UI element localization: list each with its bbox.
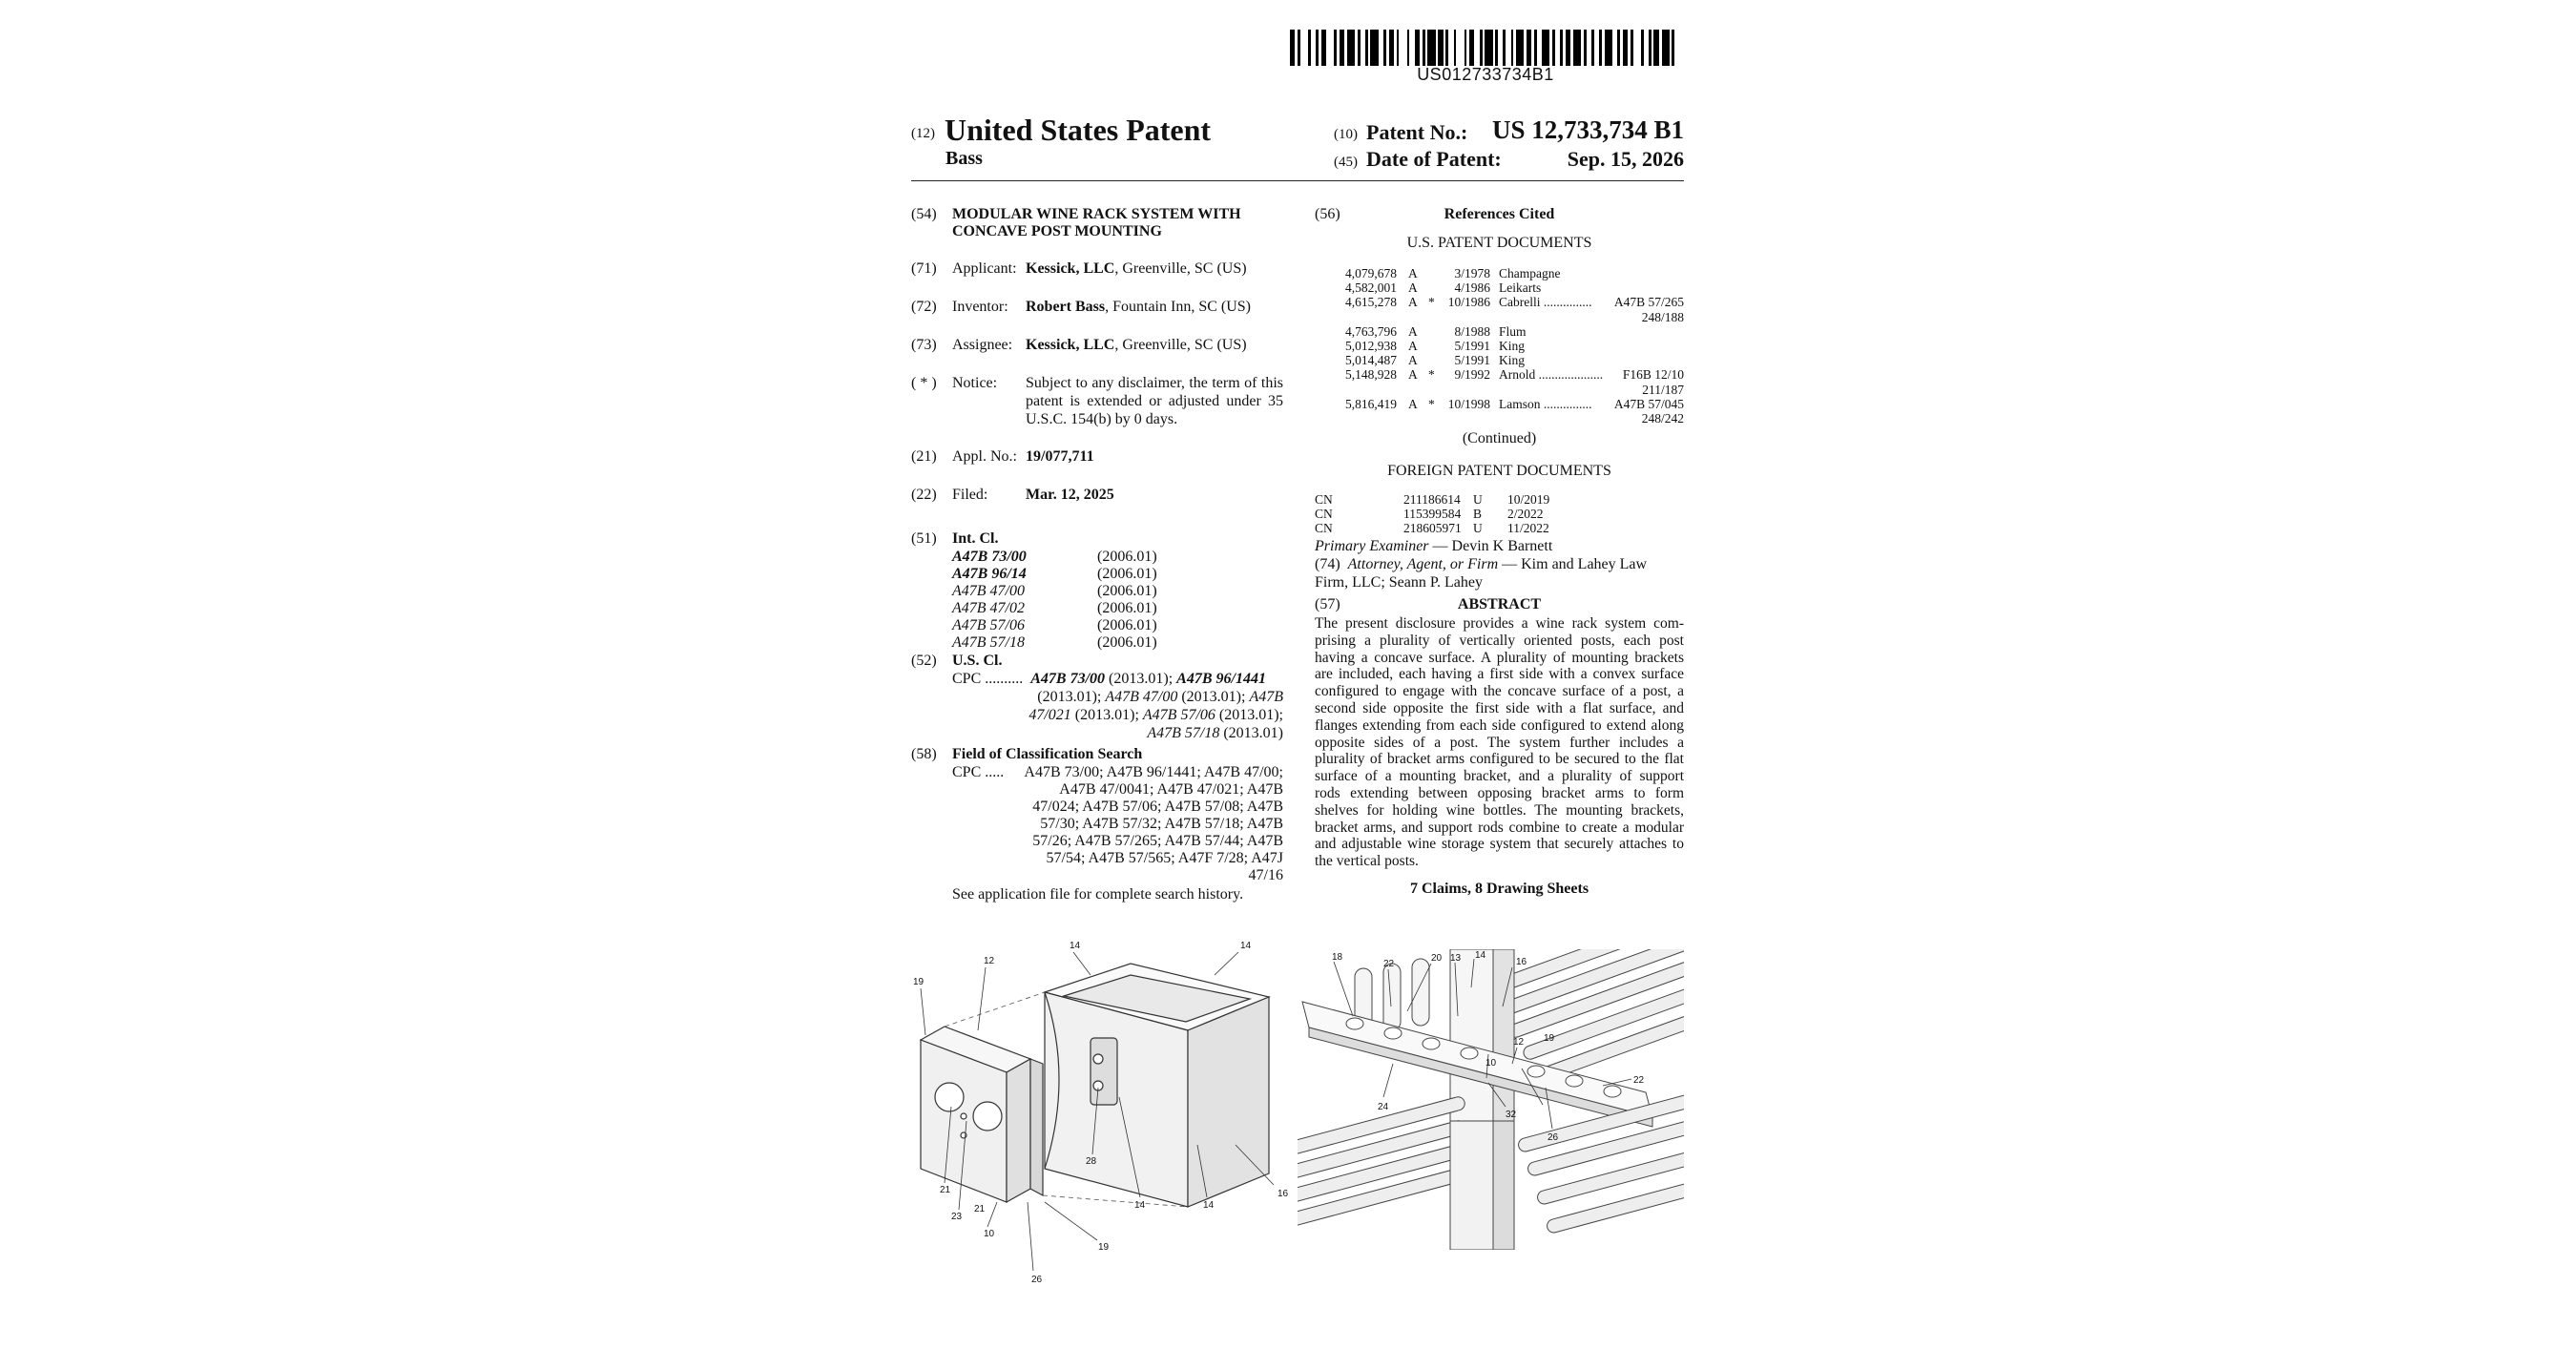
code-74: (74) <box>1315 556 1340 572</box>
cpc-code: A47B 73/00 <box>1030 671 1106 687</box>
code-21: (21) <box>911 448 937 465</box>
us-patent-kind: A <box>1408 353 1418 368</box>
us-patent-cls: A47B 57/265 <box>1613 295 1684 310</box>
notice-label: Notice: <box>952 375 998 391</box>
figure-reference-numeral: 22 <box>1633 1075 1645 1086</box>
cpc-date: (2013.01); <box>1177 689 1250 705</box>
figure-reference-numeral: 10 <box>1485 1058 1497 1069</box>
barcode-bar <box>1370 30 1378 66</box>
code-56: (56) <box>1315 206 1340 222</box>
bracket-pin-hole <box>961 1113 966 1119</box>
figure-reference-numeral: 19 <box>1098 1242 1110 1253</box>
figure-reference-numeral: 20 <box>1431 953 1443 964</box>
foreign-patent-no: 218605971 <box>1403 521 1462 536</box>
notice-line-2: patent is extended or adjusted under 35 <box>1026 393 1283 409</box>
abstract-line: having a concave surface. A plurality of mounting brackets <box>1315 649 1684 666</box>
patent-heading: United States Patent <box>945 113 1212 147</box>
us-patent-cls: F16B 12/10 <box>1622 367 1684 383</box>
figure-reference-numeral: 14 <box>1240 941 1252 951</box>
barcode-bar <box>1573 30 1581 66</box>
code-57: (57) <box>1315 596 1340 612</box>
applicant-location: , Greenville, SC (US) <box>1114 260 1247 277</box>
code-12: (12) <box>911 126 935 141</box>
cpc-prefix: CPC .......... <box>952 671 1024 687</box>
barcode-bar <box>1542 30 1549 66</box>
foreign-patent-kind: B <box>1473 507 1483 522</box>
abstract-line: configured to engage with the concave surface of a post, a <box>1315 683 1684 700</box>
figure-reference-numeral: 13 <box>1450 953 1462 964</box>
figure-reference-numeral: 21 <box>974 1204 986 1214</box>
inventor-label: Inventor: <box>952 299 1008 315</box>
us-patent-name: Lamson ............... <box>1499 396 1592 411</box>
cpc-code: 47/021 <box>1028 707 1071 723</box>
us-patent-name: Flum <box>1499 323 1527 339</box>
attorney-label: Attorney, Agent, or Firm <box>1347 556 1499 572</box>
figure-reference-numeral: 12 <box>984 956 995 966</box>
barcode-bar <box>1399 30 1406 66</box>
int-cl-code: A47B 73/00 <box>952 549 1027 565</box>
field-search-label: Field of Classification Search <box>952 746 1143 762</box>
cpc-line-3 <box>1028 706 1283 724</box>
us-patent-date: 3/1978 <box>1454 266 1490 280</box>
primary-examiner-label: Primary Examiner <box>1315 538 1429 554</box>
cpc-date: (2013.01); <box>1037 689 1106 705</box>
cpc-date: (2013.01) <box>1219 725 1283 741</box>
post-side <box>1188 997 1269 1207</box>
int-cl-code: A47B 47/00 <box>952 583 1025 599</box>
patent-number: US 12,733,734 B1 <box>1491 115 1684 144</box>
foreign-patent-date: 10/2019 <box>1507 492 1550 507</box>
figure-reference-numeral: 24 <box>1378 1102 1389 1112</box>
barcode-bar <box>1516 30 1524 66</box>
us-patent-kind: A <box>1408 323 1418 339</box>
field-search-line: 57/54; A47B 57/565; A47F 7/28; A47J <box>1046 850 1283 866</box>
int-cl-code: A47B 57/06 <box>952 617 1025 633</box>
foreign-patent-kind: U <box>1473 492 1483 507</box>
barcode-bar <box>1300 30 1308 66</box>
abstract-line: plurality of bracket arms configured to be secured to the flat <box>1315 751 1684 768</box>
field-search-line: 57/30; A47B 57/32; A47B 57/18; A47B <box>1040 816 1283 832</box>
attorney <box>1315 555 1647 573</box>
barcode-bar <box>1347 30 1355 66</box>
cpc-code: A47B 57/18 <box>1147 725 1220 741</box>
abstract-line: shelves for holding wine bottles. The mounting brackets, <box>1315 801 1684 819</box>
us-patent-date: 10/1986 <box>1447 295 1490 310</box>
title-line-1: MODULAR WINE RACK SYSTEM WITH <box>952 206 1241 222</box>
us-patent-name: Leikarts <box>1499 280 1542 296</box>
figure-reference-numeral: 14 <box>1475 950 1486 961</box>
int-cl-date: (2006.01) <box>1097 600 1157 616</box>
cpc-date: (2013.01); <box>1215 707 1283 723</box>
us-patent-cls: A47B 57/045 <box>1613 396 1684 411</box>
inventor-surname: Bass <box>945 148 983 169</box>
us-patent-no: 4,615,278 <box>1345 295 1397 310</box>
code-54: (54) <box>911 206 937 222</box>
notice-line-1: Subject to any disclaimer, the term of this <box>1026 375 1283 391</box>
barcode-bar <box>1605 30 1612 66</box>
us-patent-no: 5,014,487 <box>1345 353 1397 368</box>
us-patent-star: * <box>1428 396 1435 411</box>
us-patent-no: 4,079,678 <box>1345 266 1397 280</box>
figure-reference-numeral: 28 <box>1086 1156 1097 1167</box>
us-patent-name: King <box>1499 339 1525 353</box>
us-patent-name: Cabrelli ............... <box>1499 295 1592 310</box>
inventor-name: Robert Bass <box>1026 299 1106 315</box>
figure-reference-numeral: 21 <box>940 1185 951 1195</box>
figure-reference-numeral: 16 <box>1278 1189 1289 1199</box>
field-cpc-prefix: CPC ..... <box>952 764 1005 780</box>
attorney-line-2: Firm, LLC; Seann P. Lahey <box>1315 574 1483 591</box>
code-72: (72) <box>911 299 937 315</box>
barcode-bar <box>1456 30 1464 66</box>
figure-reference-numeral: 10 <box>984 1229 995 1239</box>
cpc-code: A47B <box>1249 689 1283 705</box>
field-search-line: A47B 47/0041; A47B 47/021; A47B <box>1059 781 1283 798</box>
foreign-patent-cc: CN <box>1315 521 1333 536</box>
code-58: (58) <box>911 746 937 762</box>
appl-no-label: Appl. No.: <box>952 448 1017 465</box>
title-line-2: CONCAVE POST MOUNTING <box>952 223 1162 239</box>
barcode-bar <box>1485 30 1492 66</box>
us-patent-no: 5,816,419 <box>1345 396 1397 411</box>
int-cl-code: A47B 47/02 <box>952 600 1025 616</box>
applicant-name: Kessick, LLC <box>1026 260 1115 277</box>
us-patent-kind: A <box>1408 295 1418 310</box>
us-patent-kind: A <box>1408 339 1418 353</box>
abstract-line: The present disclosure provides a wine rack system com- <box>1315 615 1684 632</box>
abstract-line: second side opposite the first side with a flat surface, and <box>1315 700 1684 716</box>
assignee-name: Kessick, LLC <box>1026 337 1115 353</box>
field-search-line: 47/024; A47B 57/06; A47B 57/08; A47B <box>1032 799 1283 815</box>
patent-no-label: Patent No.: <box>1366 120 1468 144</box>
us-patent-kind: A <box>1408 367 1418 383</box>
bracket-side <box>1007 1059 1030 1202</box>
notice-line-3: U.S.C. 154(b) by 0 days. <box>1026 411 1178 427</box>
continued-note: (Continued) <box>1462 430 1537 446</box>
foreign-patent-documents-label: FOREIGN PATENT DOCUMENTS <box>1387 463 1611 479</box>
figure-reference-numeral: 14 <box>1070 941 1081 951</box>
field-search-line: 57/26; A47B 57/265; A47B 57/44; A47B <box>1032 833 1283 849</box>
int-cl-code: A47B 96/14 <box>952 566 1027 582</box>
us-patent-subclass: 211/187 <box>1642 382 1684 397</box>
barcode <box>1290 30 1681 66</box>
post-slot <box>1091 1038 1117 1105</box>
us-patent-no: 4,763,796 <box>1345 323 1397 339</box>
cpc-code: A47B 47/00 <box>1105 689 1178 705</box>
field-search-line: 47/16 <box>1248 867 1283 883</box>
figure-reference-numeral: 18 <box>1332 952 1343 963</box>
us-patent-star: * <box>1428 295 1435 310</box>
figure-reference-numeral: 19 <box>913 977 924 987</box>
abstract-line: prising a plurality of vertically oriented posts, each post <box>1315 632 1684 649</box>
cpc-line-4 <box>1147 724 1283 742</box>
us-patent-no: 5,012,938 <box>1345 339 1397 353</box>
us-patent-star: * <box>1428 367 1435 383</box>
figure-reference-numeral: 14 <box>1134 1200 1146 1211</box>
code-71: (71) <box>911 260 937 277</box>
foreign-patent-kind: U <box>1473 521 1483 536</box>
abstract-line: opposite sides of a post. The system further includes a <box>1315 734 1684 751</box>
attorney-name: — Kim and Lahey Law <box>1498 556 1648 572</box>
assignee-label: Assignee: <box>952 337 1013 353</box>
us-patent-name: Arnold .................... <box>1499 367 1604 383</box>
barcode-bar <box>1326 30 1334 66</box>
foreign-patent-cc: CN <box>1315 492 1333 507</box>
int-cl-label: Int. Cl. <box>952 530 999 547</box>
foreign-patent-date: 11/2022 <box>1507 521 1549 536</box>
bracket-flange <box>1030 1059 1043 1195</box>
code-51: (51) <box>911 530 937 547</box>
us-patent-date: 8/1988 <box>1454 323 1490 339</box>
abstract-line: bracket arms, and support rods combine to create a modular <box>1315 819 1684 836</box>
foreign-patent-no: 115399584 <box>1403 507 1462 522</box>
us-patent-kind: A <box>1408 266 1418 280</box>
cpc-code: A47B 96/1441 <box>1176 671 1266 687</box>
code-73: (73) <box>911 337 937 353</box>
date-of-patent: Sep. 15, 2026 <box>1567 147 1684 171</box>
post-hole <box>1093 1054 1103 1064</box>
barcode-bar <box>1662 30 1670 66</box>
us-patent-date: 10/1998 <box>1447 396 1490 411</box>
figure-reference-numeral: 19 <box>1544 1033 1555 1044</box>
figure-reference-numeral: 32 <box>1506 1110 1517 1120</box>
figure-reference-numeral: 23 <box>951 1212 963 1222</box>
abstract-line: the vertical posts. <box>1315 853 1419 870</box>
figure-reference-numeral: 14 <box>1203 1200 1215 1211</box>
abstract-line: surface of a mounting bracket, and a plurality of support <box>1315 768 1684 785</box>
assignee-location: , Greenville, SC (US) <box>1114 337 1247 353</box>
int-cl-code: A47B 57/18 <box>952 634 1025 651</box>
int-cl-date: (2006.01) <box>1097 549 1157 565</box>
barcode-bar <box>1427 30 1435 66</box>
int-cl-date: (2006.01) <box>1097 583 1157 599</box>
us-cl-label: U.S. Cl. <box>952 653 1003 669</box>
abstract-line: are included, each having a first side with a convex surface <box>1315 666 1684 683</box>
primary-examiner <box>1315 537 1552 555</box>
foreign-patent-no: 211186614 <box>1403 492 1461 507</box>
abstract-line: and adjustable wine storage system that securely attaches to <box>1315 836 1684 853</box>
filed-label: Filed: <box>952 487 988 503</box>
cpc-line-2 <box>1037 688 1283 706</box>
figure-reference-numeral: 22 <box>1383 959 1395 969</box>
int-cl-date: (2006.01) <box>1097 566 1157 582</box>
abstract-line: rods extending between opposing bracket arms to form <box>1315 785 1684 801</box>
header-rule <box>911 180 1684 181</box>
code-notice: ( * ) <box>911 375 937 391</box>
barcode-number: US012733734B1 <box>1417 65 1554 84</box>
abstract-line: flanges extending from each side configured to extend along <box>1315 716 1684 734</box>
figure-bracket-exploded <box>911 925 1293 1288</box>
references-cited-label: References Cited <box>1444 206 1555 222</box>
field-search-line: A47B 73/00; A47B 96/1441; A47B 47/00; <box>1024 764 1283 780</box>
us-patent-no: 5,148,928 <box>1345 367 1397 383</box>
foreign-patent-cc: CN <box>1315 507 1333 522</box>
cpc-code: A47B 57/06 <box>1142 707 1215 723</box>
us-patent-date: 5/1991 <box>1454 339 1490 353</box>
figure-rack-assembly <box>1298 949 1684 1250</box>
figure-reference-numeral: 26 <box>1031 1275 1043 1285</box>
us-patent-date: 9/1992 <box>1454 367 1490 383</box>
us-patent-documents-label: U.S. PATENT DOCUMENTS <box>1406 235 1592 251</box>
us-patent-no: 4,582,001 <box>1345 280 1397 296</box>
barcode-bar <box>1633 30 1641 66</box>
barcode-bar <box>1674 30 1679 66</box>
assignee <box>1026 336 1247 354</box>
us-patent-name: King <box>1499 353 1525 368</box>
us-patent-kind: A <box>1408 280 1418 296</box>
appl-no: 19/077,711 <box>1026 448 1094 465</box>
code-52: (52) <box>911 653 937 669</box>
us-patent-date: 4/1986 <box>1454 280 1490 296</box>
inventor-location: , Fountain Inn, SC (US) <box>1105 299 1252 315</box>
us-patent-subclass: 248/242 <box>1641 411 1684 425</box>
bracket-hole <box>935 1083 964 1111</box>
cpc-line-1 <box>952 670 1266 688</box>
code-10: (10) <box>1334 127 1358 142</box>
us-patent-subclass: 248/188 <box>1641 309 1684 324</box>
claims-sheets: 7 Claims, 8 Drawing Sheets <box>1409 881 1589 897</box>
figure-reference-numeral: 26 <box>1548 1132 1559 1143</box>
figure-reference-numeral: 12 <box>1513 1037 1525 1048</box>
applicant <box>1026 259 1247 278</box>
applicant-label: Applicant: <box>952 260 1017 277</box>
foreign-patent-date: 2/2022 <box>1507 507 1544 522</box>
bracket-hole <box>973 1102 1002 1131</box>
abstract-label: ABSTRACT <box>1457 596 1542 612</box>
figure-reference-numeral: 16 <box>1516 957 1527 967</box>
inventor <box>1026 298 1251 316</box>
int-cl-date: (2006.01) <box>1097 617 1157 633</box>
cpc-date: (2013.01); <box>1105 671 1177 687</box>
filed-date: Mar. 12, 2025 <box>1026 487 1114 503</box>
us-patent-date: 5/1991 <box>1454 353 1490 368</box>
int-cl-date: (2006.01) <box>1097 634 1157 651</box>
date-of-patent-label: Date of Patent: <box>1366 147 1502 171</box>
search-history-note: See application file for complete search history. <box>952 886 1244 903</box>
code-22: (22) <box>911 487 937 503</box>
us-patent-kind: A <box>1408 396 1418 411</box>
us-patent-name: Champagne <box>1499 266 1561 280</box>
cpc-date: (2013.01); <box>1070 707 1143 723</box>
code-45: (45) <box>1334 155 1358 170</box>
primary-examiner-name: — Devin K Barnett <box>1428 538 1553 554</box>
